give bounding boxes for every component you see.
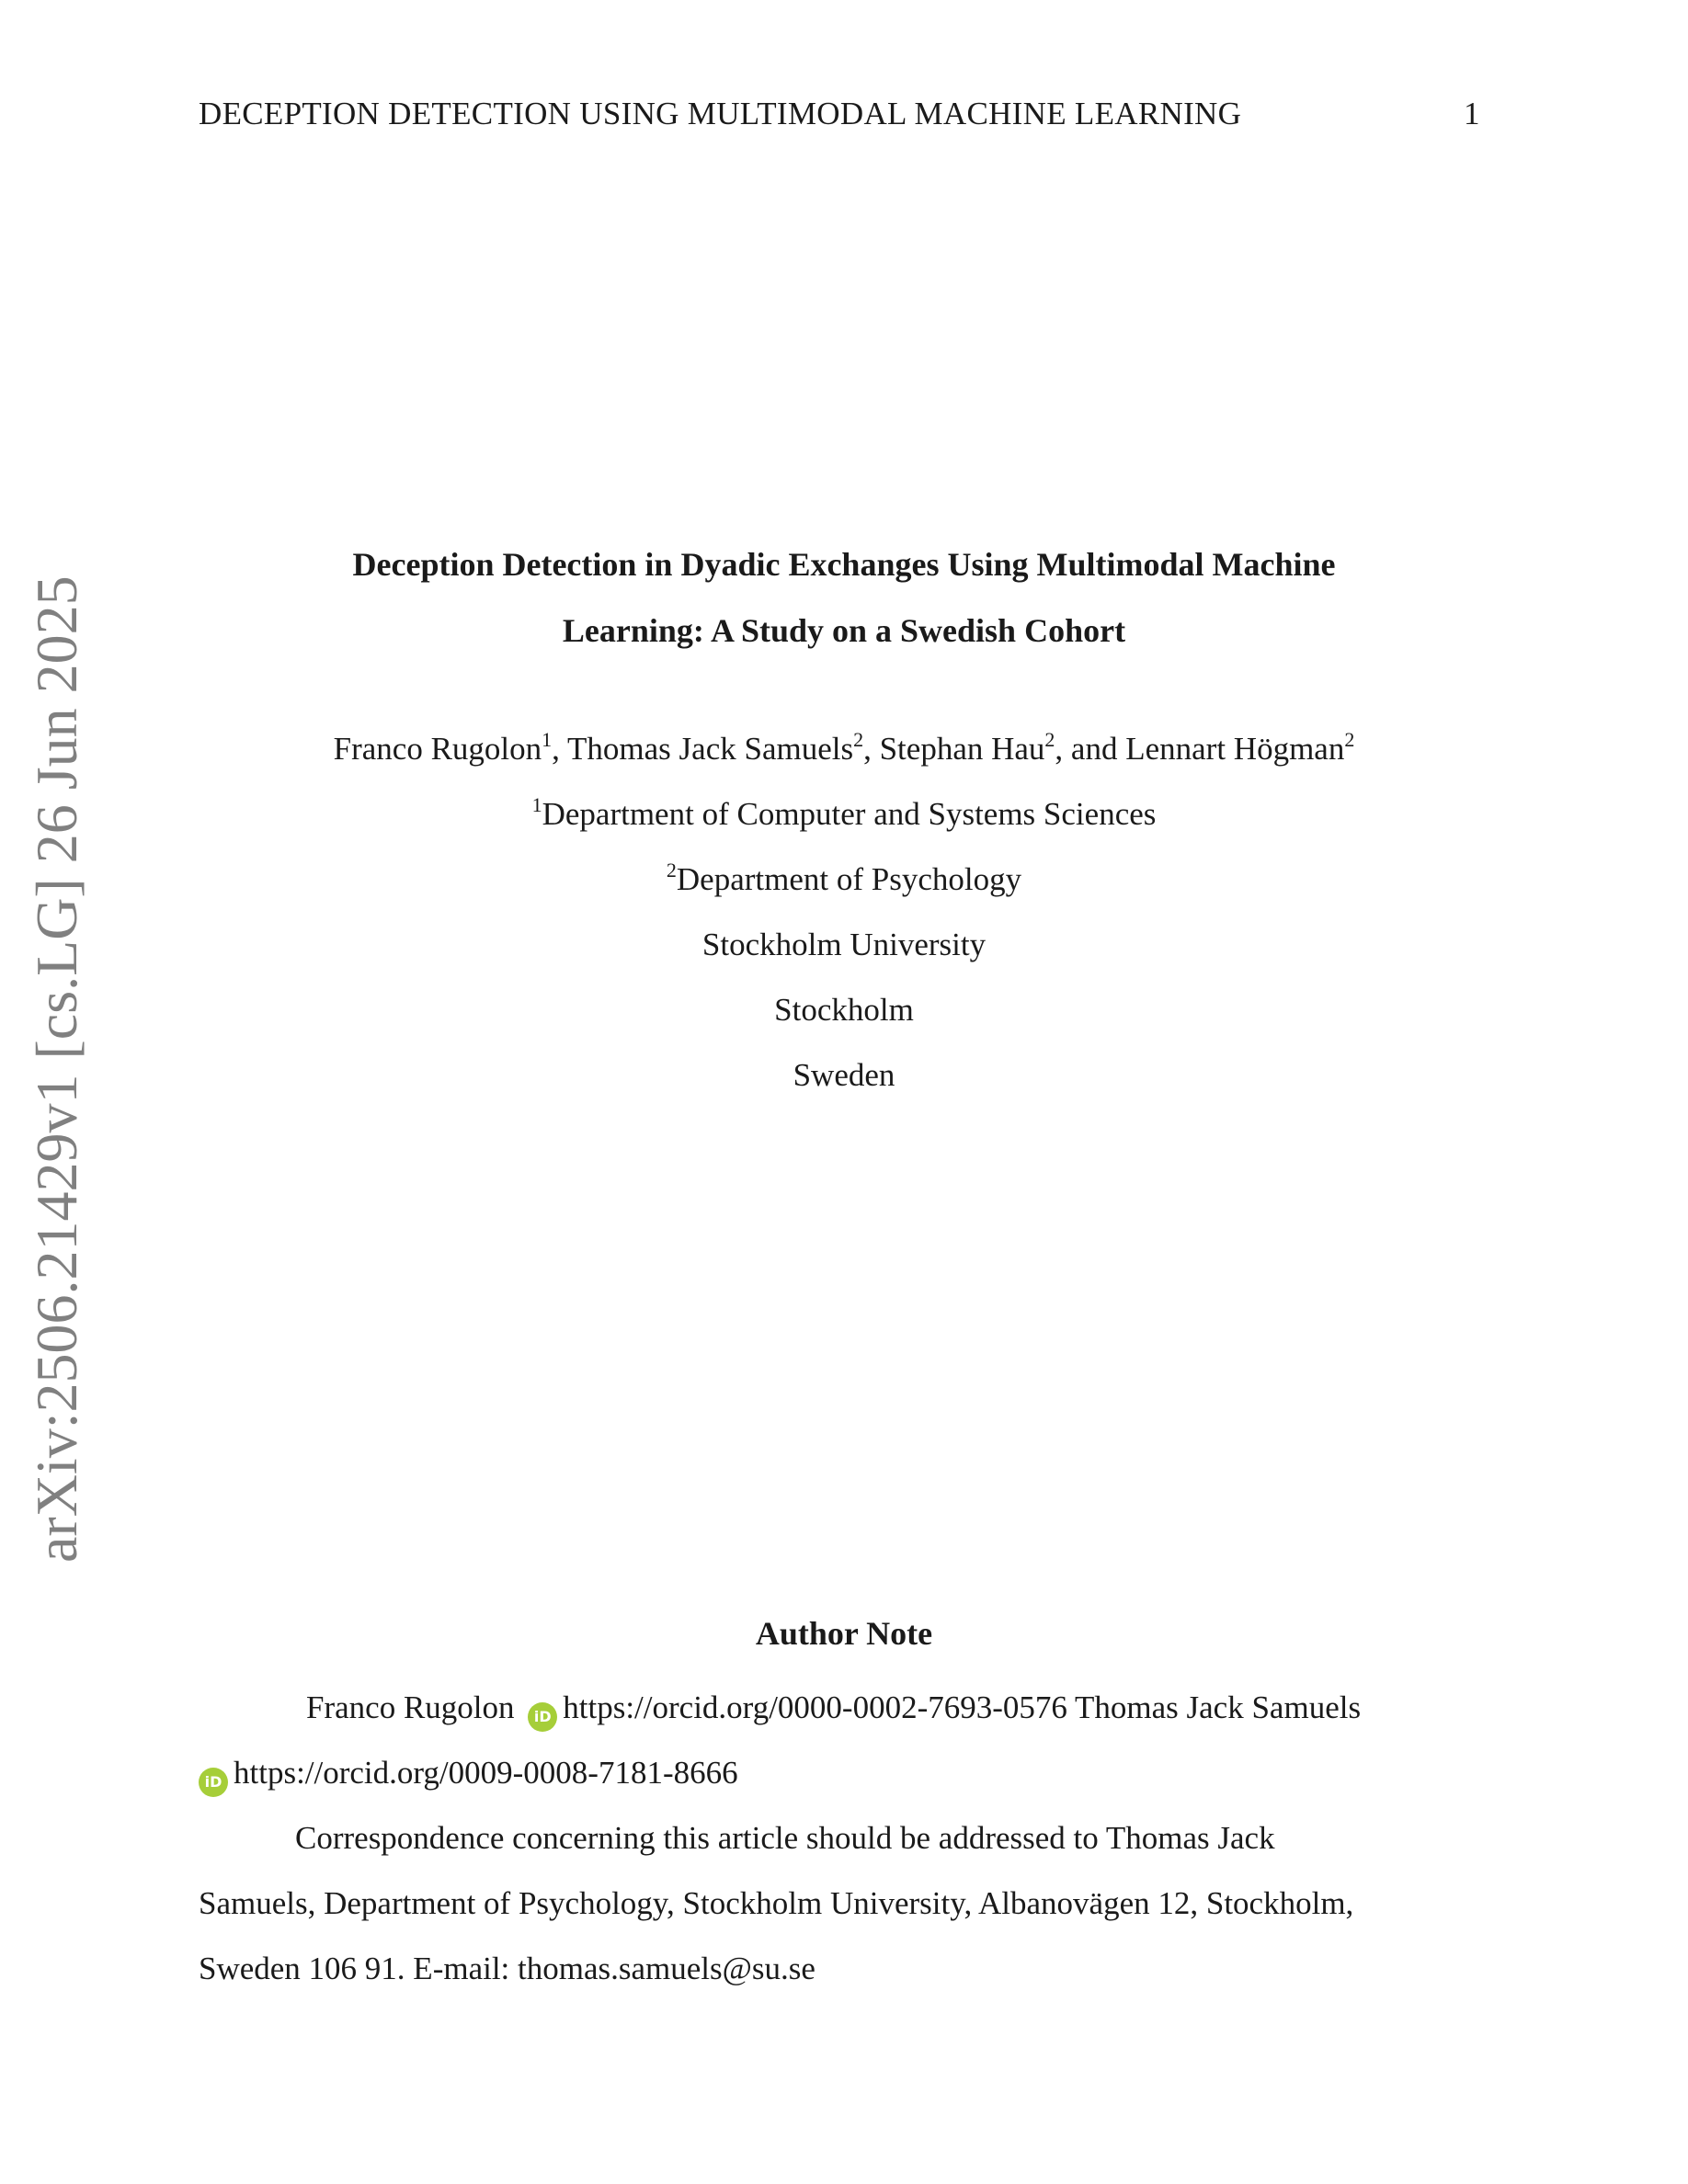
author-affiliation-mark: 2 — [1344, 728, 1355, 751]
author-note-author2-name: Thomas Jack Samuels — [1075, 1689, 1362, 1725]
title-line-1: Deception Detection in Dyadic Exchanges Using Multimodal Machine — [352, 546, 1336, 583]
author-name: Lennart Högman — [1125, 731, 1345, 767]
affiliation-mark: 2 — [666, 859, 677, 882]
affiliation-dept2-name: Department of Psychology — [676, 861, 1022, 897]
author-affiliation-mark: 1 — [542, 728, 553, 751]
author-list — [199, 728, 1489, 768]
author-note-heading: Author Note — [755, 1615, 933, 1652]
orcid-link-author2[interactable]: https://orcid.org/0009-0008-7181-8666 — [234, 1755, 738, 1791]
affiliation-city: Stockholm — [774, 992, 914, 1028]
affiliation-mark: 1 — [531, 793, 542, 816]
correspondence-line-1: Correspondence concerning this article should be addressed to Thomas Jack — [295, 1820, 1275, 1856]
affiliation-country: Sweden — [793, 1057, 895, 1093]
affiliation-dept1 — [199, 793, 1489, 833]
author-separator: , and — [1055, 731, 1126, 767]
author-affiliation-mark: 2 — [1044, 728, 1055, 751]
running-head: DECEPTION DETECTION USING MULTIMODAL MACHINE LEARNING — [199, 96, 1242, 131]
orcid-icon[interactable]: iD — [199, 1768, 228, 1797]
author-name: Franco Rugolon — [333, 731, 542, 767]
author-affiliation-mark: 2 — [853, 728, 864, 751]
author-note-orcid-line-1 — [306, 1689, 1602, 1732]
correspondence-line-2: Samuels, Department of Psychology, Stockholm University, Albanovägen 12, Stockholm, — [199, 1885, 1354, 1921]
paper-title — [199, 531, 1489, 664]
author-name: Thomas Jack Samuels — [567, 731, 854, 767]
author-note-author1-name: Franco Rugolon — [306, 1689, 515, 1725]
author-separator: , — [552, 731, 568, 767]
orcid-icon[interactable]: iD — [528, 1702, 557, 1732]
author-note-orcid-line-2 — [193, 1755, 1489, 1797]
affiliation-dept2 — [199, 861, 1489, 898]
author-separator: , — [863, 731, 880, 767]
page-number: 1 — [1464, 96, 1480, 131]
author-name: Stephan Hau — [879, 731, 1045, 767]
correspondence-line-3: Sweden 106 91. E-mail: thomas.samuels@su.se — [199, 1951, 815, 1986]
affiliation-dept1-name: Department of Computer and Systems Sciences — [542, 796, 1157, 832]
title-line-2: Learning: A Study on a Swedish Cohort — [562, 612, 1126, 649]
arxiv-stamp[interactable]: arXiv:2506.21429v1 [cs.LG] 26 Jun 2025 — [24, 575, 89, 1563]
orcid-link-author1[interactable]: https://orcid.org/0000-0002-7693-0576 — [563, 1689, 1067, 1725]
affiliation-university: Stockholm University — [701, 927, 987, 962]
